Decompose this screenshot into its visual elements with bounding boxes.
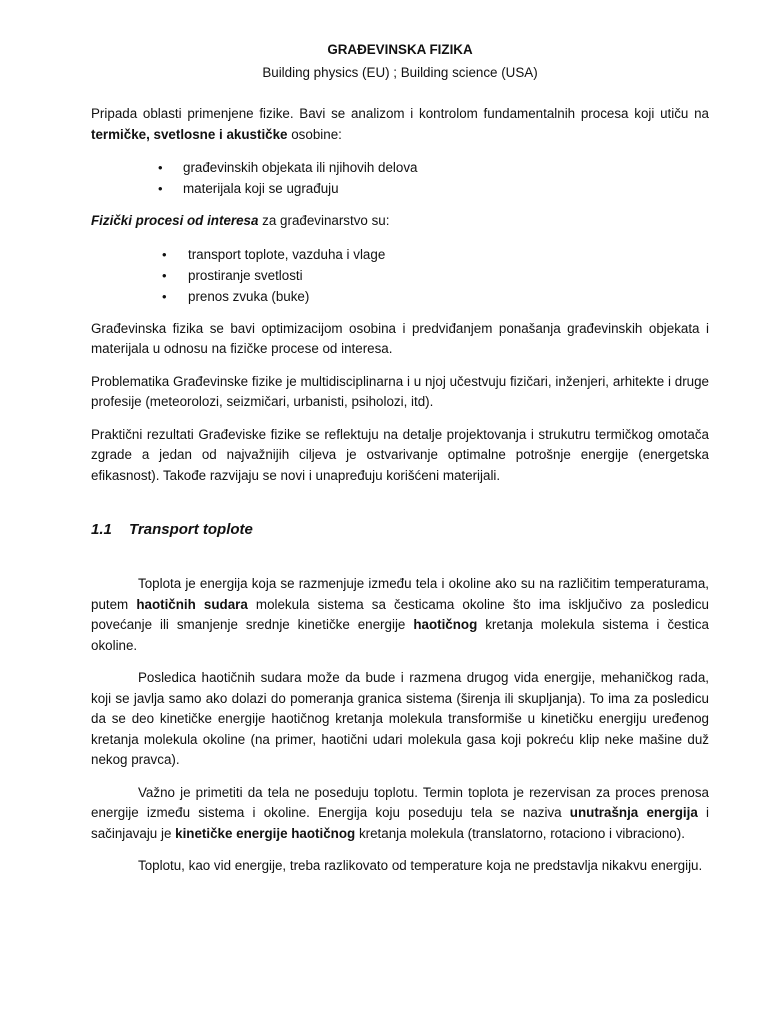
body-paragraph-1 [91, 574, 709, 656]
bullet-icon: • [158, 181, 163, 196]
list-item-text: prenos zvuka (buke) [188, 288, 310, 304]
intro-text-bold: termičke, svetlosne i akustičke [91, 126, 288, 142]
bullet-icon: • [158, 160, 163, 175]
paragraph: Problematika Građevinske fizike je multidisciplinarna i u njoj učestvuju fizičari, inženjeri, arhitekte i druge profesije (meteorolozi, seizmičari, urbanisti, psiholozi, itd). [91, 373, 709, 409]
list-item [91, 265, 709, 286]
processes-paragraph [91, 211, 709, 232]
intro-paragraph [91, 104, 709, 145]
text-run: kretanja molekula (translatorno, rotaciono i vibraciono). [355, 825, 685, 841]
text-run: kretanja molekula sistema i čestica okoline. [91, 617, 709, 653]
list-item [91, 286, 709, 307]
bullet-icon: • [162, 246, 167, 262]
objects-list [91, 157, 709, 199]
list-item [91, 157, 709, 178]
section-number: 1.1 [91, 521, 112, 538]
section-heading [91, 520, 709, 540]
text-run-bold: haotičnih sudara [136, 596, 248, 612]
list-item-text: građevinskih objekata ili njihovih delova [183, 160, 418, 175]
paragraph: Praktični rezultati Građeviske fizike se reflektuju na detalje projektovanja i strukutru termičkog omotača zgrade a jedan od najvažnijih ciljeva je ostvarivanje optimalne potrošnje energije (energetska efikasnost). Takođe razvijaju se novi i unapređuju korišćeni materijali. [91, 426, 709, 483]
document-title: GRAĐEVINSKA FIZIKA [327, 42, 473, 57]
text-run: molekula sistema sa česticama okoline što ima isključivo za posledicu povećanje ili smanjenje srednje kinetičke energije [91, 596, 709, 632]
section-title: Transport toplote [129, 521, 253, 538]
body-paragraph-3 [91, 783, 709, 845]
list-item-text: materijala koji se ugrađuju [183, 181, 339, 196]
document-subtitle: Building physics (EU) ; Building science (USA) [262, 65, 538, 80]
list-item-text: transport toplote, vazduha i vlage [188, 246, 386, 262]
text-run: i sačinjavaju je [91, 805, 709, 841]
document-page [91, 38, 709, 889]
intro-text-c: osobine: [287, 126, 342, 142]
text-run-bold: haotičnog [413, 617, 478, 632]
list-item [91, 244, 709, 265]
body-paragraph-4: Toplotu, kao vid energije, treba razlikovato od temperature koja ne predstavlja nikakvu energiju. [138, 858, 703, 873]
text-run-bold: kinetičke energije haotičnog [175, 825, 356, 841]
text-run: Važno je primetiti da tela ne poseduju toplotu. Termin toplota je rezervisan za proces prenosa energije između sistema i okoline. Energija koju poseduju tela se naziva [91, 784, 709, 820]
bullet-icon: • [162, 288, 167, 304]
body-paragraph-2: Posledica haotičnih sudara može da bude i razmena drugog vida energije, mehaničkog rada, koji se javlja samo ako dolazi do pomeranja granica sistema (širenja ili skupljanja). To ima za posledicu da se deo kinetičke energije haotičnog kretanja molekula transformiše u kinetičku energiju uređenog kretanja molekula okoline (na primer, haotični udari molekula gasa koji pokreću klip neke mašine duž nekog pravca). [91, 670, 709, 767]
list-item-text: prostiranje svetlosti [188, 267, 303, 283]
intro-text-a: Pripada oblasti primenjene fizike. Bavi se analizom i kontrolom fundamentalnih procesa koji utiču na [91, 106, 709, 121]
text-run: Toplota je energija koja se razmenjuje između tela i okoline ako su na različitim temperaturama, putem [91, 576, 709, 612]
text-run-bold: unutrašnja energija [569, 805, 698, 820]
bullet-icon: • [162, 267, 167, 283]
processes-lead: Fizički procesi od interesa [91, 213, 259, 228]
processes-list [91, 244, 709, 307]
processes-rest: za građevinarstvo su: [258, 213, 390, 228]
paragraph: Građevinska fizika se bavi optimizacijom osobina i predviđanjem ponašanja građevinskih objekata i materijala u odnosu na fizičke procese od interesa. [91, 320, 709, 356]
list-item [91, 178, 709, 199]
